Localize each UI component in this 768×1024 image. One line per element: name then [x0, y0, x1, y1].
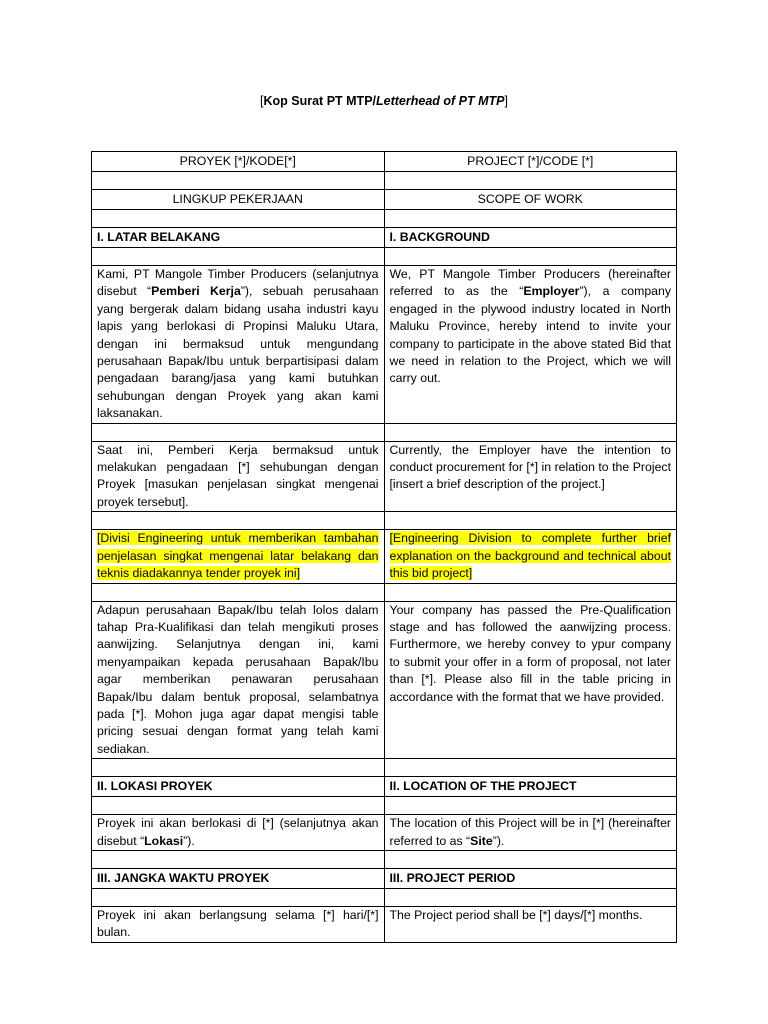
table-row	[92, 266, 677, 424]
spacer-row	[92, 512, 677, 530]
spacer-cell	[92, 759, 385, 777]
location-paragraph-id	[92, 815, 385, 851]
location-id-term: Lokasi	[144, 833, 184, 848]
intro-id-text-a: Kami, PT Mangole Timber Producers (selanjutnya disebut “	[97, 267, 379, 299]
prequalification-paragraph-id: Adapun perusahaan Bapak/Ibu telah lolos dalam tahap Pra-Kualifikasi dan telah mengikuti proses aanwijzing. Selanjutnya dengan ini, kami menyampaikan kepada perusahaan Bapak/Ibu agar memberikan penawaran perusahaan Bapak/Ibu dalam bentuk proposal, selambatnya pada [*]. Mohon juga agar dapat mengisi table pricing sesuai dengan format yang telah kami sediakan.	[92, 601, 385, 759]
period-heading-id: III. JANGKA WAKTU PROYEK	[92, 868, 385, 888]
period-heading-en: III. PROJECT PERIOD	[384, 868, 677, 888]
location-id-text-a: Proyek ini akan berlokasi di [*] (selanjutnya akan disebut “	[97, 816, 379, 848]
location-en-text-c: ”).	[492, 833, 505, 848]
spacer-row	[92, 797, 677, 815]
spacer-cell	[384, 583, 677, 601]
letterhead-title	[0, 94, 768, 108]
spacer-row	[92, 850, 677, 868]
letterhead-label-en: Letterhead of PT MTP	[376, 94, 505, 108]
spacer-cell	[384, 850, 677, 868]
engineering-note-en	[384, 530, 677, 583]
table-row	[92, 152, 677, 172]
table-row	[92, 868, 677, 888]
location-en-term: Site	[470, 833, 493, 848]
prequalification-paragraph-en: Your company has passed the Pre-Qualification stage and has followed the aanwijzing process. Furthermore, we hereby convey to ypur company to submit your offer in a form of proposal, not later than [*]. Please also fill in the table pricing in accordance with the format that we have provided.	[384, 601, 677, 759]
spacer-row	[92, 583, 677, 601]
project-code-en: PROJECT [*]/CODE [*]	[384, 152, 677, 172]
spacer-cell	[384, 423, 677, 441]
spacer-row	[92, 248, 677, 266]
spacer-cell	[92, 888, 385, 906]
intro-en-text-a: We, PT Mangole Timber Producers (hereinafter referred to as the “	[389, 267, 671, 299]
bilingual-scope-table	[91, 151, 677, 943]
spacer-cell	[92, 797, 385, 815]
spacer-cell	[384, 888, 677, 906]
intro-paragraph-en	[384, 266, 677, 424]
table-row	[92, 815, 677, 851]
project-code-id: PROYEK [*]/KODE[*]	[92, 152, 385, 172]
location-heading-id: II. LOKASI PROYEK	[92, 777, 385, 797]
spacer-cell	[384, 512, 677, 530]
spacer-cell	[92, 210, 385, 228]
spacer-cell	[92, 583, 385, 601]
period-paragraph-en: The Project period shall be [*] days/[*] months.	[384, 906, 677, 942]
intro-paragraph-id	[92, 266, 385, 424]
spacer-cell	[384, 172, 677, 190]
scope-heading-en: SCOPE OF WORK	[384, 190, 677, 210]
spacer-row	[92, 888, 677, 906]
table-row	[92, 906, 677, 942]
location-heading-en: II. LOCATION OF THE PROJECT	[384, 777, 677, 797]
letterhead-label: Kop Surat PT MTP/	[263, 94, 376, 108]
intro-id-text-c: ”), sebuah perusahaan yang bergerak dalam bidang usaha industri kayu lapis yang berlokasi di Propinsi Maluku Utara, dengan ini bermaksud untuk mengundang perusahaan Bapak/Ibu untuk berpartisipasi dalam pengadaan barang/jasa yang kami butuhkan sehubungan dengan Proyek yang akan kami laksanakan.	[97, 284, 379, 421]
highlight-id: [Divisi Engineering untuk memberikan tambahan penjelasan singkat mengenai latar belakang dan teknis diadakannya tender proyek ini]	[97, 531, 379, 581]
spacer-cell	[384, 210, 677, 228]
spacer-cell	[384, 797, 677, 815]
intro-id-term: Pemberi Kerja	[151, 284, 241, 299]
spacer-row	[92, 759, 677, 777]
spacer-cell	[92, 850, 385, 868]
spacer-row	[92, 172, 677, 190]
spacer-cell	[92, 172, 385, 190]
background-heading-en: I. BACKGROUND	[384, 228, 677, 248]
table-row	[92, 530, 677, 583]
location-id-text-c: ”).	[183, 833, 195, 848]
table-row	[92, 441, 677, 512]
intro-en-text-c: ”), a company engaged in the plywood industry located in North Maluku Province, hereby intend to invite your company to participate in the above stated Bid that we need in relation to the Project, which we will carry out.	[389, 284, 671, 386]
intro-en-term: Employer	[523, 284, 580, 299]
table-row	[92, 228, 677, 248]
scope-heading-id: LINGKUP PEKERJAAN	[92, 190, 385, 210]
spacer-row	[92, 423, 677, 441]
spacer-cell	[384, 248, 677, 266]
spacer-cell	[92, 512, 385, 530]
spacer-cell	[92, 248, 385, 266]
bracket-close: ]	[504, 94, 508, 108]
spacer-row	[92, 210, 677, 228]
spacer-cell	[384, 759, 677, 777]
location-en-text-a: The location of this Project will be in [*] (hereinafter referred to as “	[389, 816, 671, 848]
procurement-paragraph-id: Saat ini, Pemberi Kerja bermaksud untuk melakukan pengadaan [*] sehubungan dengan Proyek [masukan penjelasan singkat mengenai proyek tersebut].	[92, 441, 385, 512]
location-paragraph-en	[384, 815, 677, 851]
period-paragraph-id: Proyek ini akan berlangsung selama [*] hari/[*] bulan.	[92, 906, 385, 942]
procurement-paragraph-en: Currently, the Employer have the intention to conduct procurement for [*] in relation to the Project [insert a brief description of the project.]	[384, 441, 677, 512]
spacer-cell	[92, 423, 385, 441]
table-row	[92, 777, 677, 797]
highlight-en: [Engineering Division to complete further brief explanation on the background and technical about this bid project]	[389, 531, 671, 581]
table-row	[92, 190, 677, 210]
table-row	[92, 601, 677, 759]
engineering-note-id	[92, 530, 385, 583]
bracket-open: [	[260, 94, 264, 108]
background-heading-id: I. LATAR BELAKANG	[92, 228, 385, 248]
